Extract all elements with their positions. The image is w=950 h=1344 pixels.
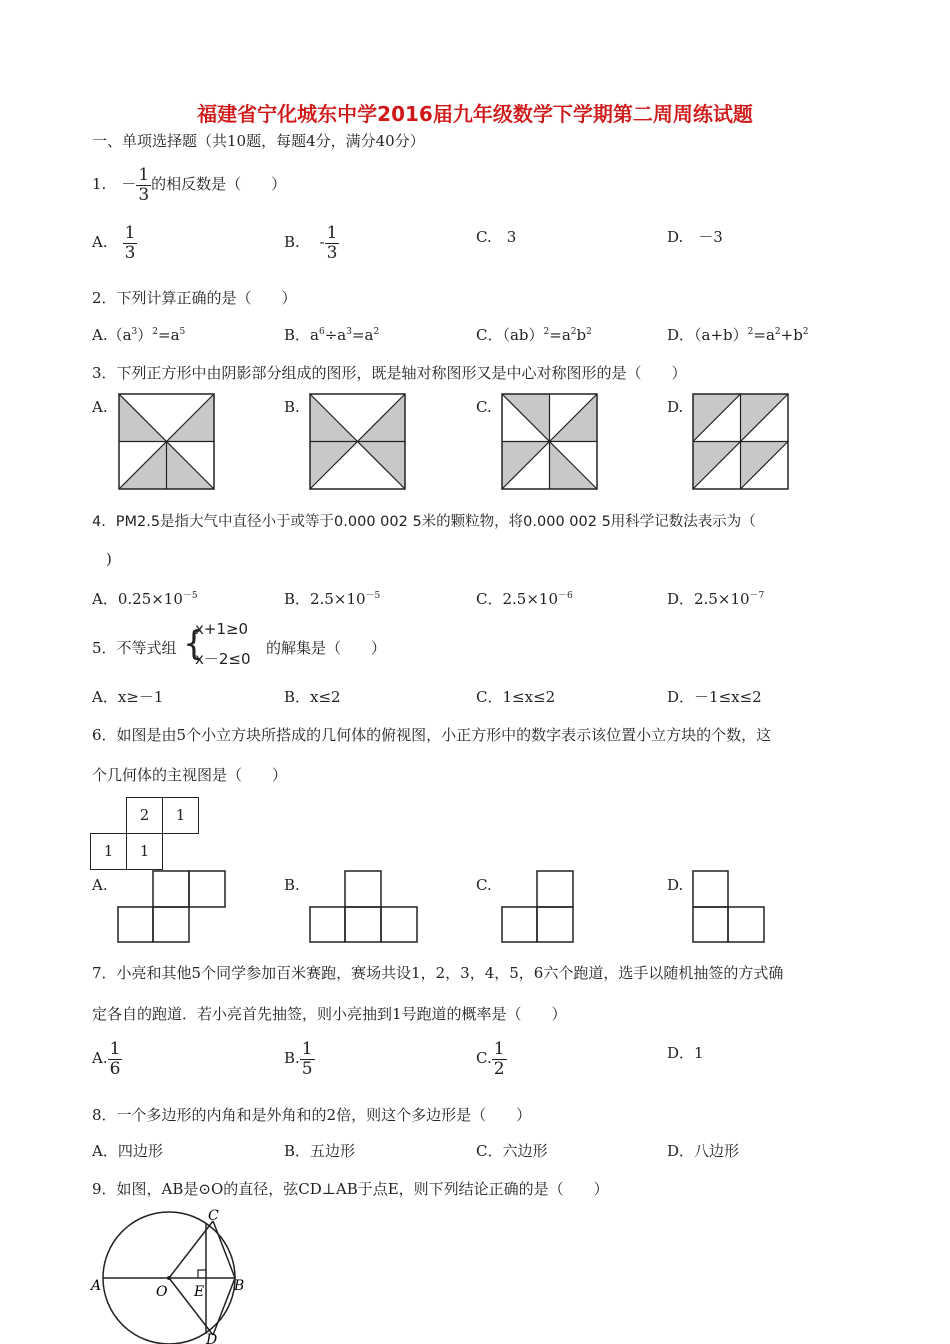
q6-label-b: B. [284, 876, 300, 894]
point-label: A [91, 1278, 102, 1294]
q6-label-c: C. [476, 876, 492, 894]
question-7-line1: 7．小亮和其他5个同学参加百米赛跑，赛场共设1，2，3，4，5，6六个跑道，选手以随机抽签的方式确 [92, 964, 784, 982]
q7-option-d: D．1 [667, 1044, 704, 1062]
t: =a [351, 326, 374, 344]
t: +b [780, 326, 803, 344]
q1-option-b [284, 224, 339, 262]
brace-icon: { [183, 624, 205, 664]
q7-option-c [476, 1040, 507, 1078]
frac-num: 1 [124, 223, 136, 243]
q3-label-a: A. [92, 398, 108, 416]
top-view-cell: 2 [126, 797, 163, 834]
q6-figure-b [309, 870, 419, 944]
frac-num: 1 [109, 1039, 121, 1059]
q6-label-a: A. [92, 876, 108, 894]
q1-a-fraction [123, 224, 138, 262]
frac-num: 1 [301, 1039, 313, 1059]
q4-option-a [92, 588, 198, 609]
q5-option-d: D．－1≤x≤2 [667, 688, 762, 706]
frac-den: 3 [124, 242, 136, 263]
section-heading: 一、单项选择题（共10题，每题4分，满分40分） [92, 132, 425, 150]
question-6-line1: 6．如图是由5个小立方块所搭成的几何体的俯视图，小正方形中的数字表示该位置小立方块的个数，这 [92, 726, 772, 744]
minus-sign: - [319, 233, 325, 252]
s: －7 [749, 591, 765, 601]
point-label: O [156, 1284, 168, 1300]
q1-option-c: C. 3 [476, 228, 517, 246]
q5-option-a: A．x≥－1 [92, 688, 164, 706]
s: 6 [318, 327, 325, 337]
q8-option-a: A．四边形 [92, 1142, 163, 1160]
q8-option-c: C．六边形 [476, 1142, 548, 1160]
option-label: C. [476, 1049, 492, 1068]
top-view-cell: 1 [126, 833, 163, 870]
q4-option-c [476, 588, 573, 609]
s: 2 [747, 327, 754, 337]
s: 2 [373, 327, 380, 337]
q7-b-fraction [300, 1040, 315, 1078]
q6-figure-d [692, 870, 772, 944]
q3-label-c: C. [476, 398, 492, 416]
s: 2 [586, 327, 592, 337]
q6-figure-a [117, 870, 227, 944]
t: =a [753, 326, 775, 344]
t: D．（a+b） [667, 326, 748, 344]
q1-b-fraction [325, 224, 340, 262]
question-1 [92, 166, 286, 204]
q2-option-c [476, 324, 592, 345]
q4-option-b [284, 588, 380, 609]
s: 2 [774, 327, 781, 337]
point-label: B [234, 1278, 245, 1294]
q3-label-d: D. [667, 398, 684, 416]
s: －5 [182, 591, 198, 601]
point-label: D [206, 1332, 218, 1344]
t: D．2.5×10 [667, 590, 750, 608]
t: B．a [284, 326, 319, 344]
s: 2 [802, 327, 809, 337]
s: 3 [346, 327, 352, 337]
q1-den: 3 [138, 184, 150, 205]
q2-option-b [284, 324, 379, 345]
q3-figure-b [310, 394, 405, 489]
q9-circle-figure [88, 1208, 258, 1344]
q2-option-a [92, 324, 185, 345]
point-label: E [194, 1284, 205, 1300]
page-title: 福建省宁化城东中学2016届九年级数学下学期第二周周练试题 [197, 102, 753, 126]
q7-a-fraction [108, 1040, 123, 1078]
s: －6 [558, 591, 573, 601]
point-label: C [208, 1208, 219, 1224]
t: A.（a [92, 326, 132, 344]
q4-option-d [667, 588, 764, 609]
s: 2 [152, 327, 159, 337]
t: C．2.5×10 [476, 590, 558, 608]
question-9: 9．如图，AB是⊙O的直径，弦CD⊥AB于点E，则下列结论正确的是（ ） [92, 1180, 609, 1198]
q6-label-d: D. [667, 876, 684, 894]
t: =a [158, 326, 180, 344]
q3-label-b: B. [284, 398, 300, 416]
q5-suffix: 的解集是（ ） [266, 639, 387, 657]
t: B．2.5×10 [284, 590, 366, 608]
frac-den: 5 [301, 1058, 313, 1079]
option-label: B. [284, 233, 300, 252]
q3-figure-d [693, 394, 788, 489]
question-3: 3．下列正方形中由阴影部分组成的图形，既是轴对称图形又是中心对称图形的是（ ） [92, 364, 687, 382]
frac-den: 3 [326, 242, 338, 263]
s: 5 [179, 327, 186, 337]
question-4-cont: ) [106, 550, 112, 568]
q5-ineq-1: x+1≥0 [195, 620, 249, 638]
s: 3 [131, 327, 138, 337]
q5-prefix: 5．不等式组 [92, 639, 177, 657]
q3-figure-c [502, 394, 597, 489]
s: 2 [570, 327, 577, 337]
frac-den: 6 [109, 1058, 121, 1079]
q1-num: 1 [138, 165, 150, 185]
top-view-cell: 1 [162, 797, 199, 834]
option-label: A. [92, 233, 108, 252]
t: b [576, 326, 587, 344]
question-4: 4．PM2.5是指大气中直径小于或等于0.000 002 5米的颗粒物，将0.000 002 5用科学记数法表示为（ [92, 514, 756, 530]
q7-option-a [92, 1040, 122, 1078]
q7-option-b [284, 1040, 315, 1078]
frac-den: 2 [493, 1058, 505, 1079]
q2-option-d [667, 324, 809, 345]
option-label: B. [284, 1049, 300, 1068]
q5-option-c: C．1≤x≤2 [476, 688, 556, 706]
question-2: 2．下列计算正确的是（ ） [92, 289, 297, 307]
q1-fraction [136, 166, 151, 204]
t: ） [137, 326, 153, 344]
q1-suffix: 的相反数是（ ） [151, 175, 287, 194]
frac-num: 1 [493, 1039, 505, 1059]
q1-option-a [92, 224, 137, 262]
s: －5 [365, 591, 381, 601]
t: A．0.25×10 [92, 590, 183, 608]
top-view-cell: 1 [90, 833, 127, 870]
t: C．（ab） [476, 326, 544, 344]
q3-figure-a [119, 394, 214, 489]
q5-ineq-2: x－2≤0 [195, 650, 251, 668]
q8-option-b: B．五边形 [284, 1142, 356, 1160]
s: 2 [543, 327, 550, 337]
question-7-line2: 定各自的跑道．若小亮首先抽签，则小亮抽到1号跑道的概率是（ ） [92, 1005, 567, 1023]
frac-num: 1 [326, 223, 338, 243]
q1-minus: － [121, 175, 137, 194]
t: ÷a [324, 326, 347, 344]
question-8: 8．一个多边形的内角和是外角和的2倍，则这个多边形是（ ） [92, 1106, 532, 1124]
t: =a [549, 326, 571, 344]
q7-c-fraction [492, 1040, 507, 1078]
question-6-line2: 个几何体的主视图是（ ） [92, 766, 288, 784]
q1-option-d: D. －3 [667, 228, 723, 246]
q8-option-d: D．八边形 [667, 1142, 740, 1160]
q1-prefix: 1. [92, 175, 122, 194]
q6-figure-c [501, 870, 581, 944]
option-label: A. [92, 1049, 108, 1068]
q5-option-b: B．x≤2 [284, 688, 341, 706]
